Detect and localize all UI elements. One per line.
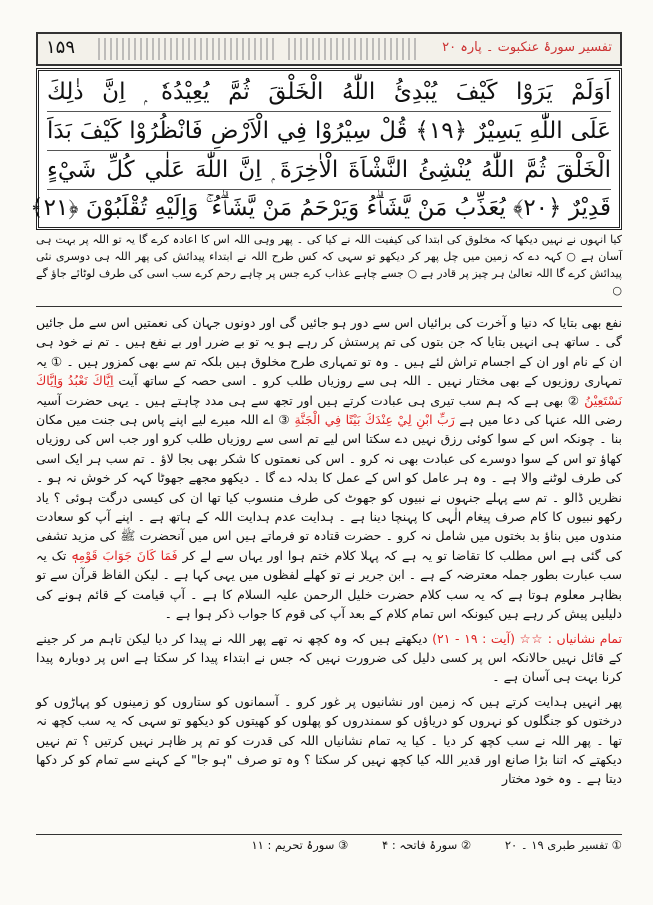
urdu-translation: کیا انہوں نے نہیں دیکھا کہ مخلوق کی ابتدا کی کیفیت اللہ نے کیا کی ۔ پھر وہی اللہ اس کا اعادہ کرے گا یہ تو اللہ پر بہت ہی آسان ہے ○ کہہ دے کہ زمین میں چل پھر کر دیکھو تو سہی کہ کس طرح اللہ نے ابتداء پیدائش کی پھر اللہ ہی دوسری نئی پیدائش کرے گا اللہ تعالیٰ ہر چیز پر قادر ہے ○ جسے چاہے عذاب کرے جس پر چاہے رحم کرے سب اسی کی طرف لوٹائے جاؤ گے ○ <box>36 233 622 297</box>
verse-reference: ☆☆ (آیت : ۱۹ - ۲۱) <box>432 630 544 646</box>
verse-line: الْخَلْقَ ثُمَّ اللّٰهُ يُنْشِئُ النَّشْاَةَ الْاٰخِرَةَ ۭ اِنَّ اللّٰهَ عَلٰي كُلِّ شَيْءٍ <box>47 151 611 190</box>
verse-line: اَوَلَمْ يَرَوْا كَيْفَ يُبْدِئُ اللّٰهُ الْخَلْقَ ثُمَّ يُعِيْدُهٗ ۭ اِنَّ ذٰلِكَ <box>47 73 611 112</box>
commentary-text: نفع بھی بتایا کہ دنیا و آخرت کی برائیاں اس سے دور ہو جائیں گی اور دونوں جہان کی نعمتیں اس سے مل جائیں گی ۔ ساتھ ہی انہیں بتایا کہ جن بتوں کی تم پرستش کر رہے ہو یہ تو بے ضرر اور بے نفع ہیں ۔ تم نے خود ہی ان کے نام اور ان کے اجسام تراش لئے ہیں ۔ وہ تو تمہاری طرح مخلوق ہیں بلکہ تم سے بھی کمزور ہیں ۔ ① یہ تمہاری روزیوں کے بھی مختار نہیں ۔ اللہ ہی سے روزیاں طلب کرو ۔ اسی حصہ کے ساتھ آیت <box>36 315 623 389</box>
section-divider <box>36 306 622 307</box>
commentary-text: پھر انہیں ہدایت کرتے ہیں کہ زمین اور نشانیوں پر غور کرو ۔ آسمانوں کو ستاروں کو زمینوں کو پہاڑوں کو درختوں کو جنگلوں کو نہروں کو دریاؤں کو سمندروں کو پھلوں کو کھیتوں کو دیکھو تو سہی کہ یہ سب کچھ نہ تھا ۔ پھر اللہ نے سب کچھ کر دیا ۔ کیا یہ تمام نشانیاں اللہ کی قدرت کو تم پر ظاہر نہیں کرتیں ؟ تم نہیں دیکھتے کہ اتنا بڑا صانع اور قدیر اللہ کیا کچھ نہیں کر سکتا ؟ وہ تو صرف "ہو جا" کے کہنے سے تمام کو کر دکھا دیتا ہے ۔ وہ خود مختار <box>36 693 622 787</box>
footnote: ③ سورۂ تحریم : ۱۱ <box>251 838 349 852</box>
footnote: ② سورۂ فاتحہ : ۴ <box>381 838 472 852</box>
commentary-text: ③ اے اللہ میرے لیے اپنے پاس ہی جنت میں مکان بنا ۔ چونکہ اس کے سوا کوئی رزق نہیں دے سکتا اس لیے تم اسی سے روزیاں طلب کرو اور جب اس کی روزیاں کھاؤ تو اس کے سوا دوسرے کی عبادت بھی نہ کرو ۔ اس کی نعمتوں کا شکر بھی بجا لاؤ ۔ تم سب ہر ایک اسی کی طرف لوٹنے والا ہے ۔ وہ ہر عامل کو اس کے عمل کا بدلہ دے گا ۔ دیکھو مجھے جھوٹا کہہ کر خوش نہ ہو ۔ نظریں ڈالو ۔ تم سے پہلے جنہوں نے نبیوں کو جھوٹ کی طرف منسوب کیا تھا ان کی کیسی درگت ہوئی ؟ یاد رکھو نبیوں کا کام صرف پیغام الٰہی کا پہنچا دینا ہے ۔ ہدایت عدم ہدایت اللہ کے ہاتھ ہے ۔ اپنے آپ کو سعادت مندوں میں بناؤ بد بختوں میں شامل نہ کرو ۔ حضرت قتادہ تو فرماتے ہیں اس میں آنحضرت ﷺ کی مزید تشفی کی گئی ہے اس مطلب کا تقاضا تو یہ ہے کہ پہلا کلام ختم ہوا اور یہاں سے لے کر <box>36 412 622 563</box>
arabic-verse-box <box>30 68 622 230</box>
commentary-paragraph <box>36 313 622 624</box>
quranic-quote: رَبِّ ابْنِ لِيْ عِنْدَكَ بَيْتًا فِي الْجَنَّةِ <box>294 412 455 428</box>
verse-line: قَدِيْرٌ ﴿۲۰﴾ يُعَذِّبُ مَنْ يَّشَاۗءُ وَيَرْحَمُ مَنْ يَّشَاۗءُ ۚ وَاِلَيْهِ تُقْلَبُوْنَ ﴿۲۱﴾ <box>30 195 611 221</box>
page-number: ۱۵۹ <box>46 37 76 58</box>
footnotes <box>36 838 622 852</box>
section-heading: تمام نشانیاں : <box>547 630 623 646</box>
footnote: ① تفسیر طبری ۱۹ ۔ ۲۰ <box>504 838 622 852</box>
commentary-text: دیکھتے ہیں کہ وہ کچھ نہ تھے پھر اللہ نے پیدا کر دیا لیکن تاہم مر کر جینے کے قائل نہیں حالانکہ اس پر کسی دلیل کی ضرورت نہیں کہ جس نے ابتداء پیدا کر سکتا ہے اس پر دوبارہ پیدا کرنا بہت ہی آسان ہے ۔ <box>36 630 622 685</box>
commentary-paragraph <box>36 629 622 687</box>
footnote-divider <box>36 834 622 835</box>
header-ornament-right <box>288 38 418 60</box>
quranic-quote: اِيَّاكَ نَعْبُدُ وَاِيَّاكَ نَسْتَعِيْنُ <box>36 373 622 408</box>
running-title: تفسیر سورۂ عنکبوت ۔ پارہ ۲۰ <box>442 40 612 55</box>
header-ornament-left <box>98 38 278 60</box>
quranic-quote: فَمَا كَانَ جَوَابَ قَوْمِهٖ <box>71 547 178 563</box>
page-header <box>36 32 622 66</box>
commentary-paragraph <box>36 692 622 789</box>
commentary-text: ② بھی ہے کہ ہم سب تیری ہی عبادت کرتے ہیں اور تجھ سے ہی مدد چاہتے ہیں ۔ یہی حضرت آسیہ رضی اللہ عنہا کی دعا میں ہے <box>36 392 622 428</box>
tafsir-commentary <box>36 313 622 794</box>
commentary-text: تک یہ سب عبارت بطور جملہ معترضہ کے ہے ۔ ابن جریر نے تو کھلے لفظوں میں یہی کہا ہے ۔ لیکن الفاظ قرآن سے تو بظاہر معلوم ہوتا ہے کہ یہ سب کلام حضرت خلیل الرحمن علیہ السلام کا ہے ۔ آپ قیامت کے قائم ہونے کی دلیلیں پیش کر رہے ہیں کیونکہ اس تمام کلام کے بعد آپ کی قوم کا جواب ذکر ہوا ہے ۔ <box>36 547 622 622</box>
verse-line: عَلَى اللّٰهِ يَسِيْرٌ ﴿۱۹﴾ قُلْ سِيْرُوْا فِي الْاَرْضِ فَانْظُرُوْا كَيْفَ بَدَاَ <box>47 112 611 151</box>
